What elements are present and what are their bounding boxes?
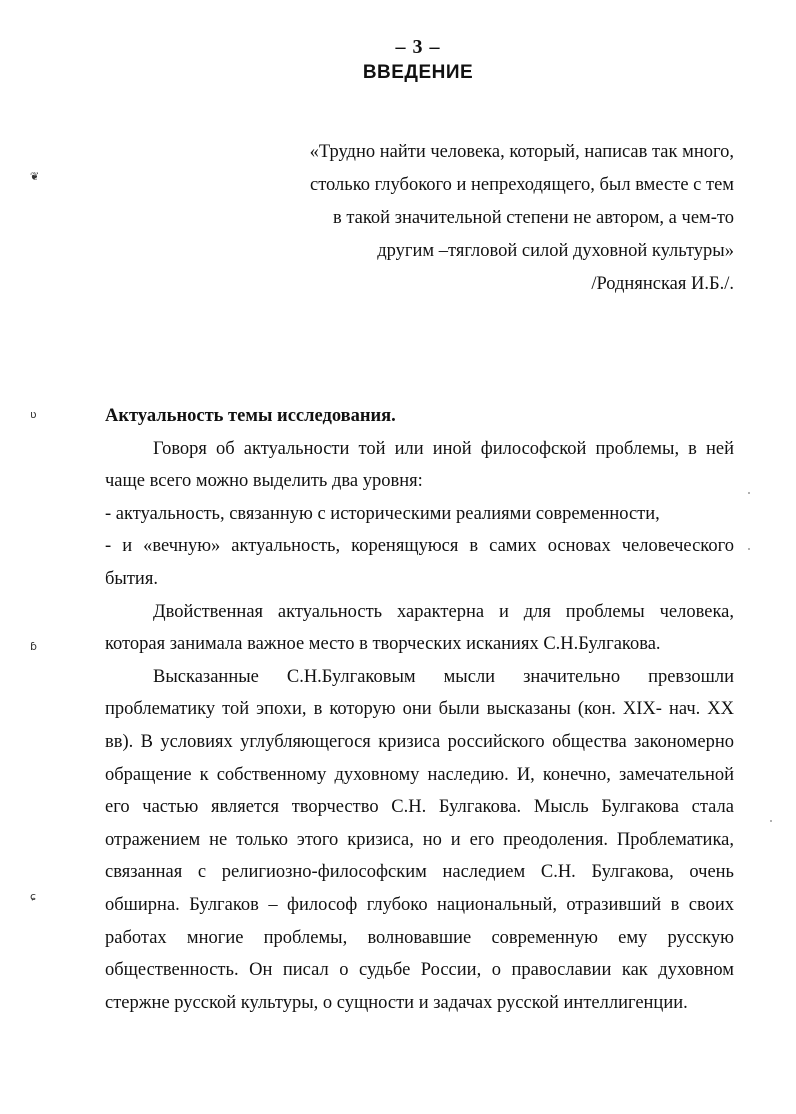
- list-item: - актуальность, связанную с историческими реалиями современности,: [105, 503, 660, 524]
- paragraph: Говоря об актуальности той или иной философской проблемы, в ней чаще всего можно выделить два уровня:: [105, 438, 734, 492]
- scan-artifact-icon: ❦: [30, 170, 40, 183]
- epigraph-line: в такой значительной степени не автором, а чем-то: [332, 208, 734, 228]
- section-title: Актуальность темы исследования.: [105, 406, 396, 426]
- epigraph: [274, 136, 734, 301]
- paragraph: Высказанные С.Н.Булгаковым мысли значительно превзошли проблематику той эпохи, в которую они были высказаны (кон. XIX- нач. XX вв). В условиях углубляющегося кризиса российского общества закономерно обращение к собственному духовному наследию. И, конечно, замечательной его частью является творчество С.Н. Булгакова. Мысль Булгакова стала отражением не только этого кризиса, но и его преодоления. Проблематика, связанная с религиозно-философским наследием С.Н. Булгакова, очень обширна. Булгаков – философ глубоко национальный, отразивший в своих работах многие проблемы, волновавшие современную ему русскую общественность. Он писал о судьбе России, о православии как духовном стержне русской культуры, о сущности и задачах русской интеллигенции.: [105, 666, 734, 1013]
- paragraph: Двойственная актуальность характерна и для проблемы человека, которая занимала важное место в творческих исканиях С.Н.Булгакова.: [105, 601, 734, 655]
- epigraph-line: другим –тягловой силой духовной культуры»: [377, 241, 734, 261]
- scan-speck: [748, 492, 750, 494]
- epigraph-line: столько глубокого и непреходящего, был вместе с тем: [310, 175, 734, 195]
- scan-artifact-icon: ɕ: [30, 890, 37, 903]
- epigraph-author: /Роднянская И.Б./.: [591, 274, 734, 294]
- body-text: [105, 400, 734, 1019]
- scan-speck: [748, 548, 750, 550]
- list-item: - и «вечную» актуальность, коренящуюся в самих основах человеческого бытия.: [105, 536, 734, 589]
- page-heading: ВВЕДЕНИЕ: [362, 62, 474, 83]
- epigraph-line: «Трудно найти человека, который, написав так много,: [309, 142, 734, 162]
- page-number: – 3 –: [395, 36, 441, 58]
- scan-artifact-icon: ɓ: [30, 640, 37, 653]
- scan-speck: [770, 820, 772, 822]
- scan-artifact-icon: ʋ: [30, 408, 37, 421]
